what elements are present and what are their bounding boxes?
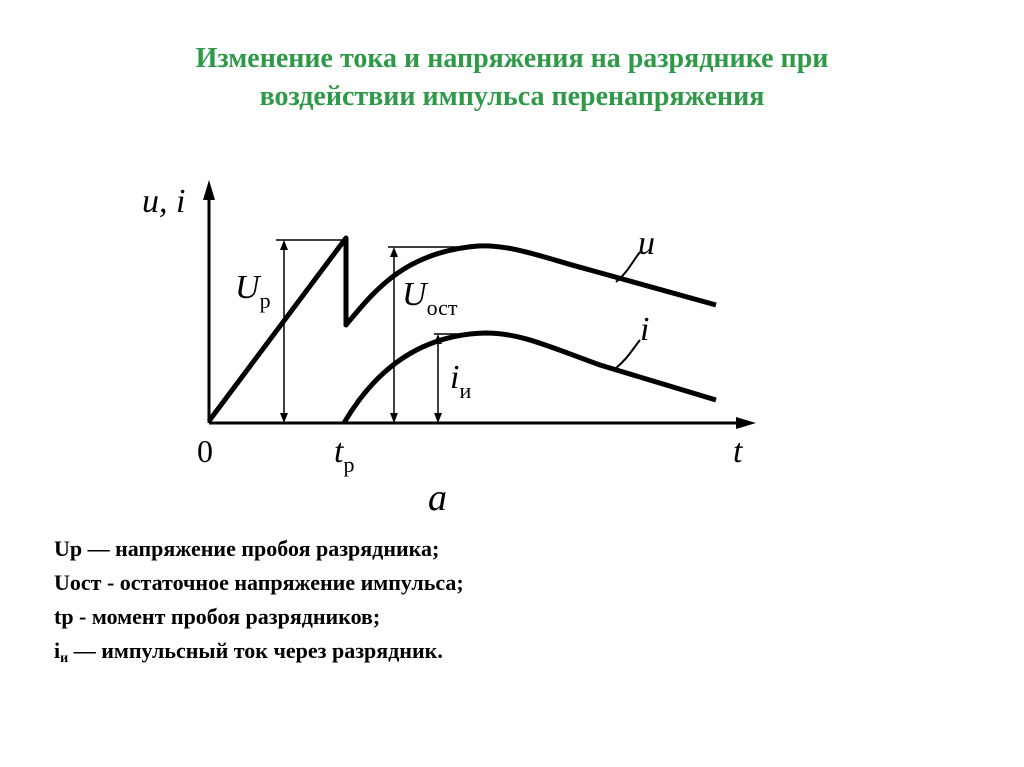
uost-label-sub: ост	[426, 295, 458, 320]
tp-label	[334, 433, 354, 477]
tp-label-sub: р	[343, 452, 355, 477]
up-label-main: U	[235, 269, 260, 306]
up-label-sub: р	[259, 288, 271, 313]
x-axis-arrow-icon	[736, 417, 756, 429]
curve-u-label: u	[638, 225, 655, 262]
ii-label	[450, 359, 471, 403]
legend-row-up: Uр — напряжение пробоя разрядника;	[54, 536, 440, 561]
ii-label-sub: и	[459, 378, 472, 403]
legend-row-ii-main: i	[54, 638, 61, 663]
legend-row-tp: tр - момент пробоя разрядников;	[54, 604, 381, 629]
current-curve	[344, 333, 716, 423]
y-axis-arrow-icon	[203, 180, 215, 200]
title-line-2: воздействии импульса перенапряжения	[259, 81, 765, 112]
diagram-caption: a	[428, 477, 447, 519]
ii-label-main: i	[450, 359, 460, 396]
title-line-1: Изменение тока и напряжения на разряднике при	[195, 43, 829, 74]
x-axis-label: t	[733, 433, 743, 470]
tp-label-main: t	[334, 433, 344, 470]
legend-row-ii-rest: — импульсный ток через разрядник.	[68, 638, 443, 663]
uost-label	[402, 276, 458, 320]
up-label	[235, 269, 271, 313]
legend-row-uost: Uост - остаточное напряжение импульса;	[54, 570, 464, 595]
origin-label: 0	[197, 433, 213, 469]
curve-i-label: i	[640, 311, 650, 348]
legend-row-ii	[54, 634, 464, 676]
legend-row-ii-sub: и	[60, 651, 69, 666]
uost-label-main: U	[402, 276, 427, 313]
y-axis-label: u, i	[142, 183, 186, 220]
i-leader-line	[616, 340, 640, 368]
u-leader-line	[616, 252, 640, 282]
legend	[54, 532, 464, 676]
